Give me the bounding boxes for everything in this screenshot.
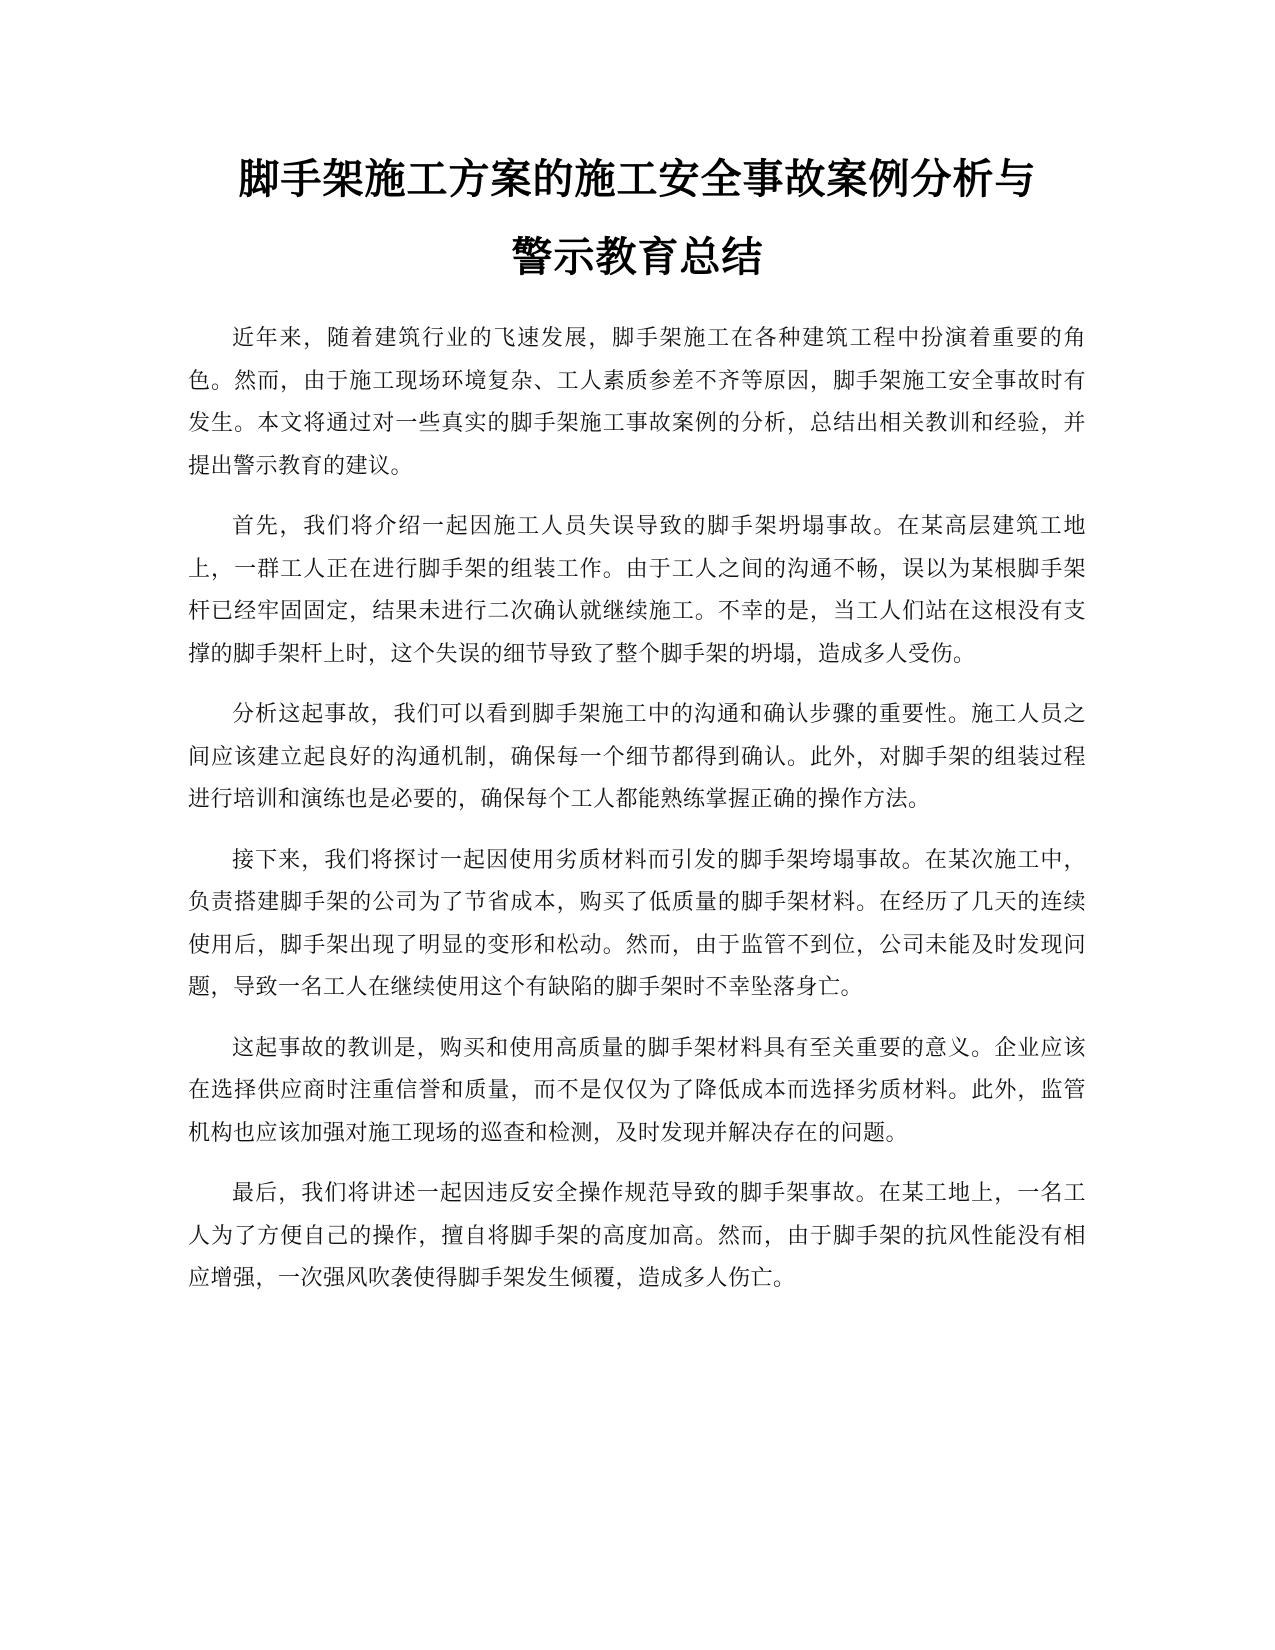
document-title <box>150 140 1125 296</box>
paragraph-lesson-materials: 这起事故的教训是，购买和使用高质量的脚手架材料具有至关重要的意义。企业应该在选择供应商时注重信誉和质量，而不是仅仅为了降低成本而选择劣质材料。此外，监管机构也应该加强对施工现场的巡查和检测，及时发现并解决存在的问题。 <box>188 1035 1086 1146</box>
paragraph-case-collapse: 首先，我们将介绍一起因施工人员失误导致的脚手架坍塌事故。在某高层建筑工地上，一群工人正在进行脚手架的组装工作。由于工人之间的沟通不畅，误以为某根脚手架杆已经牢固固定，结果未进行二次确认就继续施工。不幸的是，当工人们站在这根没有支撑的脚手架杆上时，这个失误的细节导致了整个脚手架的坍塌，造成多人受伤。 <box>188 514 1086 667</box>
paragraph-case-materials: 接下来，我们将探讨一起因使用劣质材料而引发的脚手架垮塌事故。在某次施工中，负责搭建脚手架的公司为了节省成本，购买了低质量的脚手架材料。在经历了几天的连续使用后，脚手架出现了明显的变形和松动。然而，由于监管不到位，公司未能及时发现问题，导致一名工人在继续使用这个有缺陷的脚手架时不幸坠落身亡。 <box>188 847 1086 1000</box>
paragraph-case-safety-violation: 最后，我们将讲述一起因违反安全操作规范导致的脚手架事故。在某工地上，一名工人为了方便自己的操作，擅自将脚手架的高度加高。然而，由于脚手架的抗风性能没有相应增强，一次强风吹袭使得脚手架发生倾覆，造成多人伤亡。 <box>188 1181 1086 1291</box>
document-title-line-2: 警示教育总结 <box>511 233 764 281</box>
document-title-line-1: 脚手架施工方案的施工安全事故案例分析与 <box>238 155 1037 203</box>
paragraph-analysis-communication: 分析这起事故，我们可以看到脚手架施工中的沟通和确认步骤的重要性。施工人员之间应该建立起良好的沟通机制，确保每一个细节都得到确认。此外，对脚手架的组装过程进行培训和演练也是必要的，确保每个工人都能熟练掌握正确的操作方法。 <box>188 702 1086 812</box>
paragraph-intro: 近年来，随着建筑行业的飞速发展，脚手架施工在各种建筑工程中扮演着重要的角色。然而，由于施工现场环境复杂、工人素质参差不齐等原因，脚手架施工安全事故时有发生。本文将通过对一些真实的脚手架施工事故案例的分析，总结出相关教训和经验，并提出警示教育的建议。 <box>188 326 1086 479</box>
document-body <box>188 318 1086 1319</box>
